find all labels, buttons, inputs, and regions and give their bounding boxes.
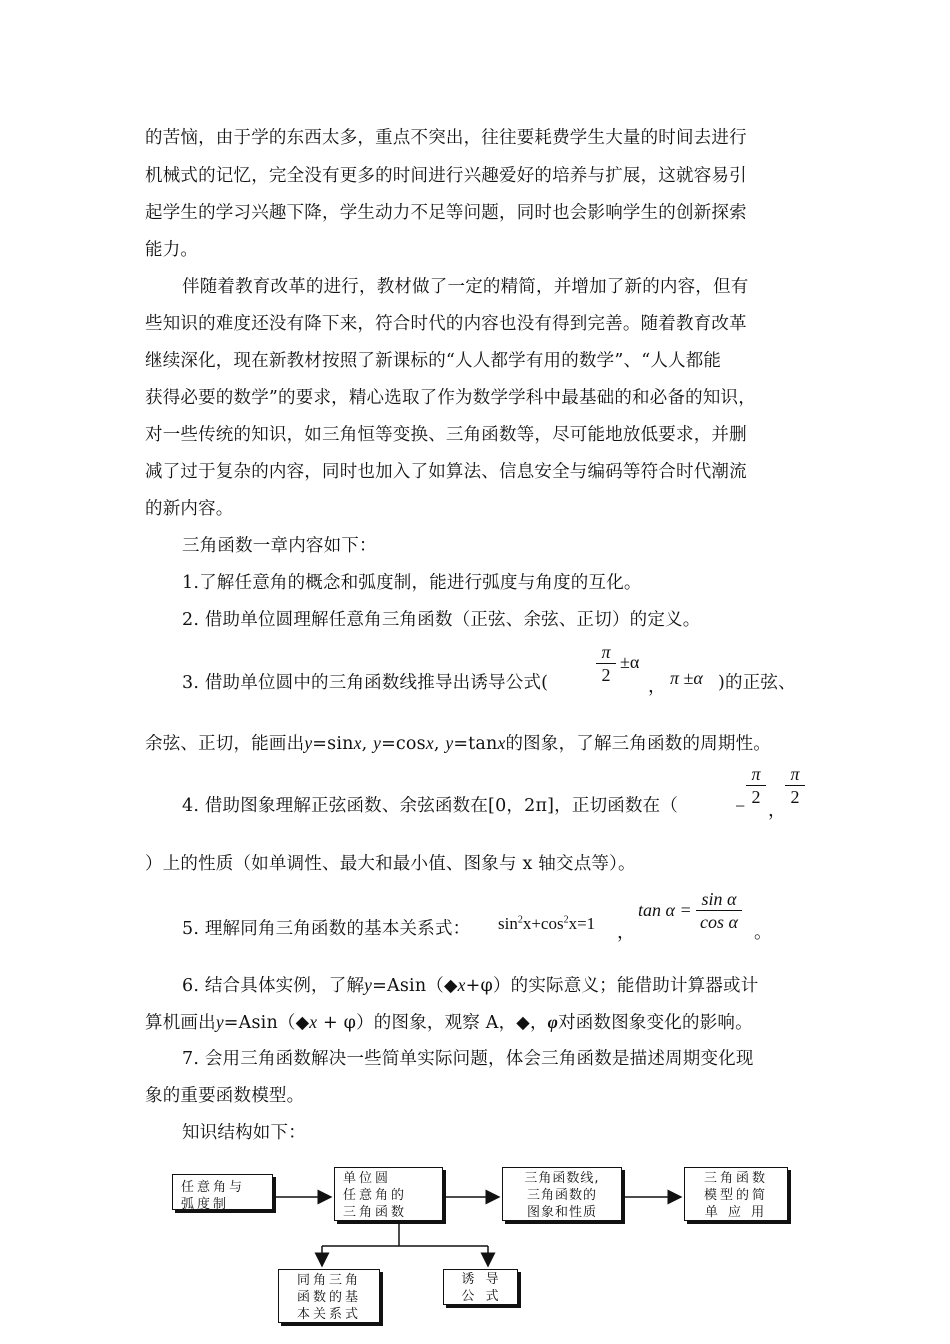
- box-line: 三角函数的: [526, 1188, 597, 1203]
- text: =Asin（◆: [223, 1013, 310, 1033]
- box-line: 诱 导: [461, 1272, 500, 1287]
- list-item-4-line2: ）上的性质（如单调性、最大和最小值、图象与 x 轴交点等）。: [145, 854, 636, 874]
- list-item-4-prefix: 4. 借助图象理解正弦函数、余弦函数在[0，2π]，正切函数在（: [182, 796, 679, 816]
- text: x+cos: [522, 914, 564, 933]
- var-y: y: [364, 975, 373, 995]
- box-line: 单位圆: [343, 1171, 392, 1186]
- list-item-7-line1: 7. 会用三角函数解决一些简单实际问题，体会三角函数是描述周期变化现: [182, 1049, 754, 1069]
- text: 余弦、正切，能画出: [145, 734, 305, 754]
- var-y: y: [373, 733, 382, 753]
- list-item-5-prefix: 5. 理解同角三角函数的基本关系式：: [182, 919, 471, 939]
- comma: ，: [648, 676, 666, 696]
- comma: ，: [768, 800, 786, 820]
- text: 算机画出: [145, 1013, 216, 1033]
- text: sin: [498, 914, 518, 933]
- tan-lhs: tan α =: [638, 900, 692, 920]
- box-line: 三角函数线,: [524, 1171, 600, 1186]
- list-item-1: 1.了解任意角的概念和弧度制，能进行弧度与角度的互化。: [182, 573, 642, 593]
- box-arbitrary-angle: [172, 1174, 273, 1210]
- box-trig-models: [684, 1167, 788, 1221]
- fraction-denominator: 2: [601, 665, 611, 685]
- comma: ，: [617, 922, 635, 942]
- box-line: 单 应 用: [704, 1205, 768, 1220]
- box-line: 函数的基: [296, 1290, 361, 1305]
- fraction-denominator: cos α: [700, 912, 738, 932]
- list-item-3-prefix: 3. 借助单位圆中的三角函数线推导出诱导公式(: [182, 673, 549, 693]
- exponent: 2: [563, 914, 569, 926]
- text: 的图象，了解三角函数的周期性。: [505, 734, 771, 754]
- text: 6. 结合具体实例，了解: [182, 976, 365, 996]
- period: 。: [754, 922, 772, 942]
- box-line: 任意角与: [181, 1180, 246, 1195]
- paragraph-line: 获得必要的数学”的要求，精心选取了作为数学学科中最基础的和必备的知识，: [145, 388, 756, 408]
- paragraph-line: 对一些传统的知识，如三角恒等变换、三角函数等，尽可能地放低要求，并删: [145, 425, 747, 445]
- fraction-numerator: sin α: [701, 889, 737, 909]
- box-trig-lines: [502, 1167, 622, 1221]
- text: =Asin（◆: [372, 976, 458, 996]
- var-x: x: [497, 733, 506, 753]
- var-x: x: [353, 733, 362, 753]
- minus-sign: −: [735, 796, 746, 816]
- box-line: 任意角的: [343, 1188, 408, 1203]
- func-cos: =cos: [381, 734, 426, 754]
- paragraph-line: 起学生的学习兴趣下降，学生动力不足等问题，同时也会影响学生的创新探索: [145, 203, 747, 223]
- func-tan: =tan: [453, 734, 498, 754]
- box-line: 图象和性质: [526, 1205, 597, 1220]
- paragraph-line: 机械式的记忆，完全没有更多的时间进行兴趣爱好的培养与扩展，这就容易引: [145, 166, 747, 186]
- list-item-3-suffix: )的正弦、: [718, 673, 796, 693]
- paragraph-line: 减了过于复杂的内容，同时也加入了如算法、信息安全与编码等符合时代潮流: [145, 462, 747, 482]
- list-item-2: 2. 借助单位圆理解任意角三角函数（正弦、余弦、正切）的定义。: [182, 610, 701, 630]
- paragraph-line: 伴随着教育改革的进行，教材做了一定的精简，并增加了新的内容，但有: [182, 277, 749, 297]
- separator: ,: [433, 734, 446, 754]
- separator: ,: [361, 734, 374, 754]
- var-x: x: [457, 975, 466, 995]
- box-reduction-formulas: [443, 1269, 518, 1305]
- var-y: y: [304, 733, 313, 753]
- fraction-denominator: 2: [790, 787, 800, 807]
- paragraph-line: 的新内容。: [145, 499, 234, 519]
- box-line: 弧度制: [181, 1197, 230, 1212]
- fraction-numerator: π: [601, 642, 611, 662]
- text: +φ）的实际意义；能借助计算器或计: [465, 976, 759, 996]
- fraction-numerator: π: [751, 764, 761, 784]
- box-line: 模型的简: [703, 1188, 768, 1203]
- box-line: 公 式: [461, 1289, 500, 1304]
- var-x: x: [425, 733, 434, 753]
- chapter-intro: 三角函数一章内容如下：: [182, 536, 377, 556]
- fraction-numerator: π: [790, 764, 800, 784]
- box-basic-identities: [278, 1269, 380, 1323]
- box-line: 三角函数: [343, 1205, 408, 1220]
- pm-alpha: ±α: [620, 652, 640, 672]
- var-x: x: [309, 1012, 318, 1032]
- var-y: y: [215, 1012, 224, 1032]
- box-unit-circle: [334, 1167, 443, 1221]
- var-y: y: [445, 733, 454, 753]
- text: x=1: [568, 914, 596, 933]
- box-line: 本关系式: [296, 1307, 361, 1322]
- func-sin: =sin: [312, 734, 354, 754]
- paragraph-line: 能力。: [145, 240, 199, 260]
- paragraph-line: 继续深化，现在新教材按照了新课标的“人人都学有用的数学”、“人人都能: [145, 351, 722, 371]
- exponent: 2: [517, 914, 523, 926]
- text: + φ）的图象，观察 A，◆，: [317, 1013, 548, 1033]
- var-phi: φ: [547, 1012, 559, 1032]
- list-item-7-line2: 象的重要函数模型。: [145, 1086, 305, 1106]
- paragraph-line: 的苦恼，由于学的东西太多，重点不突出，往往要耗费学生大量的时间去进行: [145, 128, 747, 148]
- text: 对函数图象变化的影响。: [558, 1013, 753, 1033]
- box-line: 同角三角: [296, 1273, 361, 1288]
- pi-pm-alpha: π ±α: [670, 668, 703, 688]
- structure-intro: 知识结构如下：: [182, 1123, 306, 1143]
- box-line: 三角函数: [703, 1171, 768, 1186]
- fraction-denominator: 2: [751, 787, 761, 807]
- paragraph-line: 些知识的难度还没有降下来，符合时代的内容也没有得到完善。随着教育改革: [145, 314, 747, 334]
